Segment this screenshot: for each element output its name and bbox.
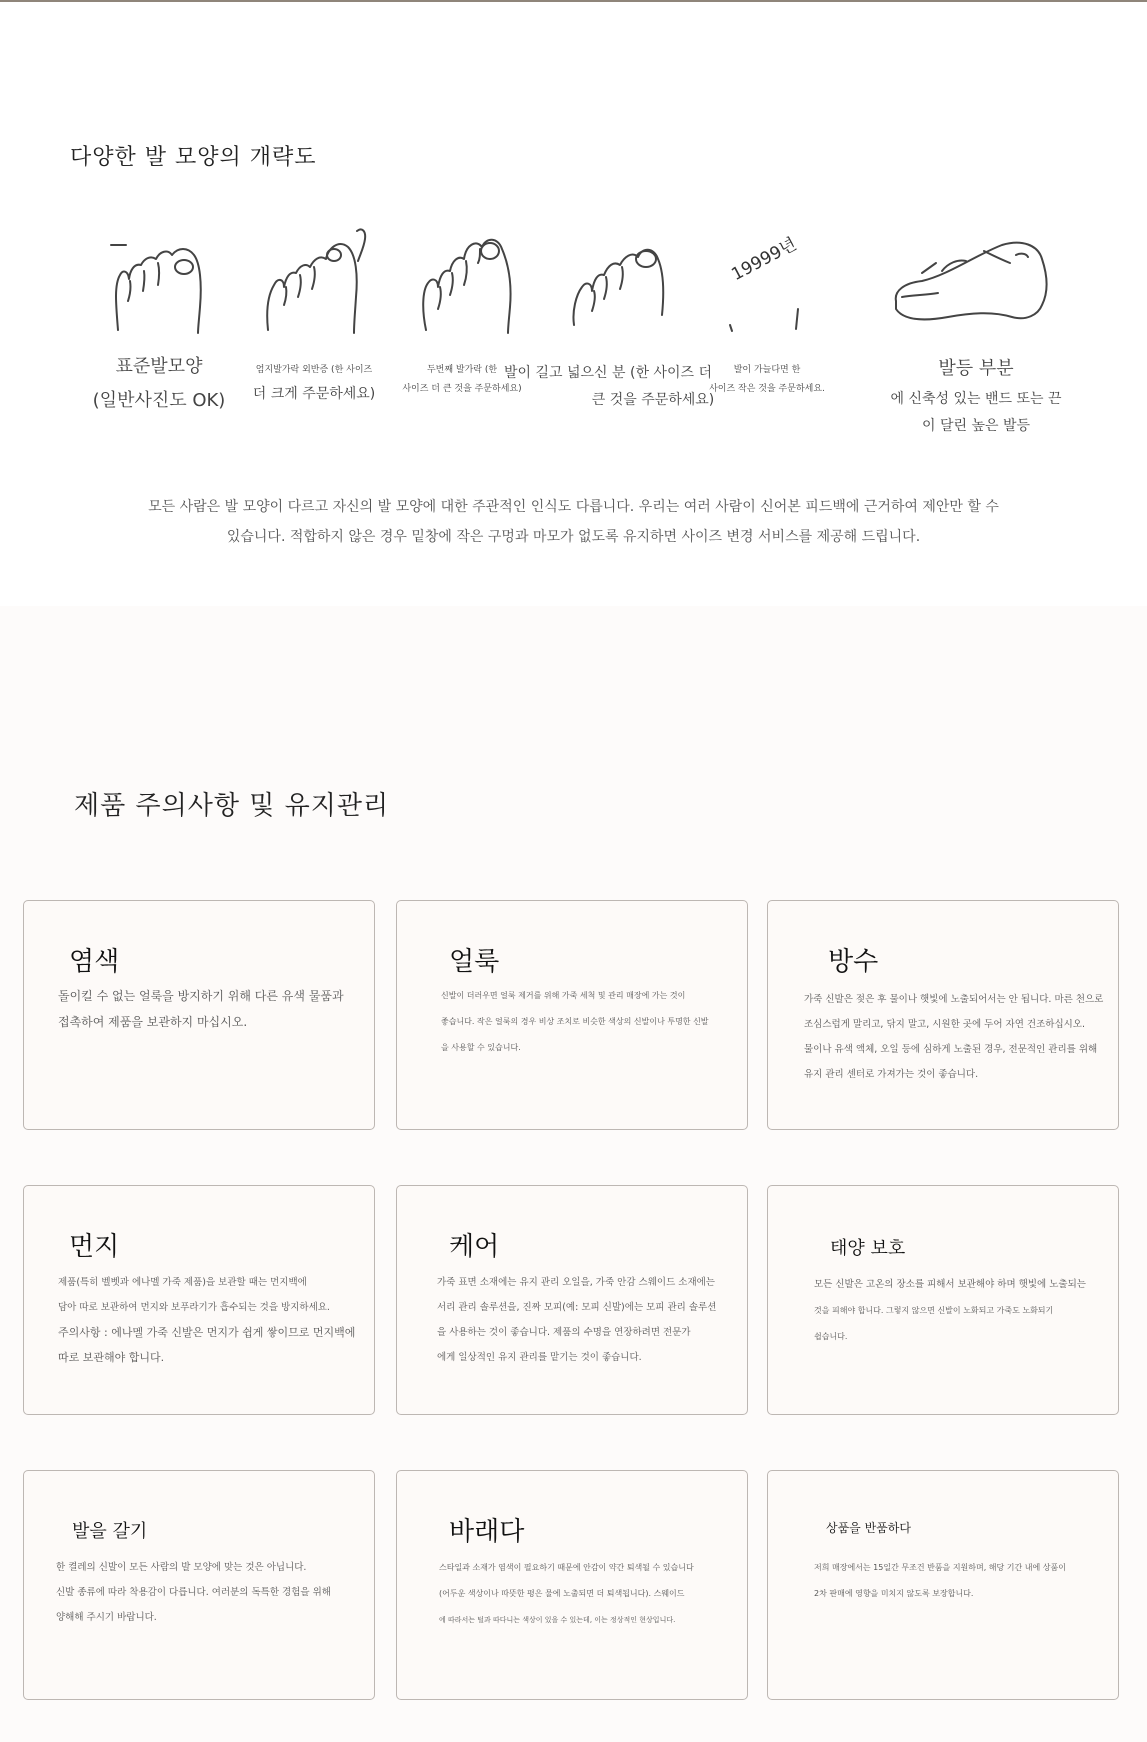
caption-wide-long-foot: 발이 길고 넓으신 분 (한 사이즈 더 큰 것을 주문하세요) (504, 365, 715, 408)
card-title: 염색 (69, 947, 120, 977)
card-text: 돌이킬 수 없는 얼룩을 방지하기 위해 다른 유색 물품과 접촉하여 제품을 보관하지 마십시오. (58, 989, 344, 1029)
card-stain (396, 900, 748, 1130)
card-fit (23, 1470, 375, 1700)
card-title: 케어 (449, 1232, 500, 1262)
card-title: 얼룩 (449, 947, 500, 977)
card-dye (23, 900, 375, 1130)
fit-notice: 모든 사람은 발 모양이 다르고 자신의 발 모양에 대한 주관적인 인식도 다릅니다. 우리는 여러 사람이 신어본 피드백에 근거하여 제안만 할 수 있습니다. 적합하지 않은 경우 밑창에 작은 구멍과 마모가 없도록 유지하면 사이즈 변경 서비스를 제공해 드립니다. (148, 499, 999, 545)
bunion-foot-sketch (262, 225, 372, 345)
card-title: 발을 갈기 (72, 1521, 148, 1542)
card-care (396, 1185, 748, 1415)
card-title: 방수 (828, 947, 879, 977)
card-text: 모든 신발은 고온의 장소를 피해서 보관해야 하며 햇빛에 노출되는 것을 피해야 합니다. 그렇지 않으면 신발이 노화되고 가죽도 노화되기 쉽습니다. (814, 1279, 1086, 1341)
wide-long-foot-sketch (568, 225, 670, 345)
card-text: 가죽 신발은 젖은 후 물이나 햇빛에 노출되어서는 안 됩니다. 마른 천으로 조심스럽게 말리고, 닦지 말고, 시원한 곳에 두어 자연 건조하십시오. 물이나 유색 액체, 오일 등에 심하게 노출된 경우, 전문적인 관리를 위해 유지 관리 센터로 가져가는 것이 좋습니다. (804, 994, 1104, 1080)
card-title: 바래다 (449, 1517, 525, 1547)
card-waterproof (767, 900, 1119, 1130)
narrow-foot-sketch (718, 225, 818, 345)
caption-standard-foot: 표준발모양 (일반사진도 OK) (92, 356, 226, 412)
card-text: 한 켤레의 신발이 모든 사람의 발 모양에 맞는 것은 아닙니다. 신발 종류에 따라 착용감이 다릅니다. 여러분의 독특한 경험을 위해 양해해 주시기 바랍니다. (56, 1562, 331, 1623)
second-toe-foot-sketch (418, 225, 520, 345)
caption-high-instep: 발등 부분 에 신축성 있는 밴드 또는 끈 이 달린 높은 발등 (890, 358, 1062, 434)
card-returns (767, 1470, 1119, 1700)
caption-second-toe: 두번째 발가락 (한 사이즈 더 큰 것을 주문하세요) (402, 365, 522, 395)
card-text: 가죽 표면 소재에는 유지 관리 오일을, 가죽 안감 스웨이드 소재에는 서리 관리 솔루션을, 진짜 모피(예: 모피 신발)에는 모피 관리 솔루션 을 사용하는 것이 좋습니다. 제품의 수명을 연장하려면 전문가 에게 일상적인 유지 관리를 맡기는 것이 좋습니다. (437, 1277, 717, 1363)
caption-bunion: 엄지발가락 외반증 (한 사이즈 더 크게 주문하세요) (252, 365, 376, 403)
card-title: 태양 보호 (830, 1238, 906, 1259)
caption-narrow-foot: 발이 가늘다면 한 사이즈 작은 것을 주문하세요. (709, 365, 825, 395)
foot-note-text: 19999년 (728, 234, 800, 286)
card-text: 신발이 더러우면 얼룩 제거를 위해 가죽 세척 및 관리 매장에 가는 것이 좋습니다. 작은 얼룩의 경우 비상 조치로 비슷한 색상의 신발이나 투명한 신발 을 사용할 수 있습니다. (441, 991, 709, 1052)
card-dust (23, 1185, 375, 1415)
card-text: 스타일과 소재가 염색이 필요하기 때문에 안감이 약간 퇴색될 수 있습니다 (어두운 색상이나 따뜻한 평은 물에 노출되면 더 퇴색됩니다). 스웨이드 에 따라서는 털과 따다니는 색상이 있을 수 있는데, 이는 정상적인 현상입니다. (439, 1563, 694, 1624)
card-title: 먼지 (69, 1232, 120, 1262)
card-fade (396, 1470, 748, 1700)
foot-shape-title: 다양한 발 모양의 개략도 (70, 145, 317, 170)
care-title: 제품 주의사항 및 유지관리 (74, 791, 390, 821)
card-text: 제품(특히 벨벳과 에나멜 가죽 제품)을 보관할 때는 먼지백에 담아 따로 보관하여 먼지와 보푸라기가 흡수되는 것을 방지하세요. 주의사항 : 에나멜 가죽 신발은 먼지가 쉽게 쌓이므로 먼지백에 따로 보관해야 합니다. (58, 1277, 356, 1364)
card-text: 저희 매장에서는 15일간 무조건 반품을 지원하며, 해당 기간 내에 상품이 2차 판매에 영향을 미치지 않도록 보장합니다. (814, 1563, 1066, 1598)
high-instep-foot-sketch (892, 225, 1054, 345)
card-title: 상품을 반품하다 (826, 1521, 911, 1535)
standard-foot-sketch (108, 225, 213, 345)
card-sun-protection (767, 1185, 1119, 1415)
